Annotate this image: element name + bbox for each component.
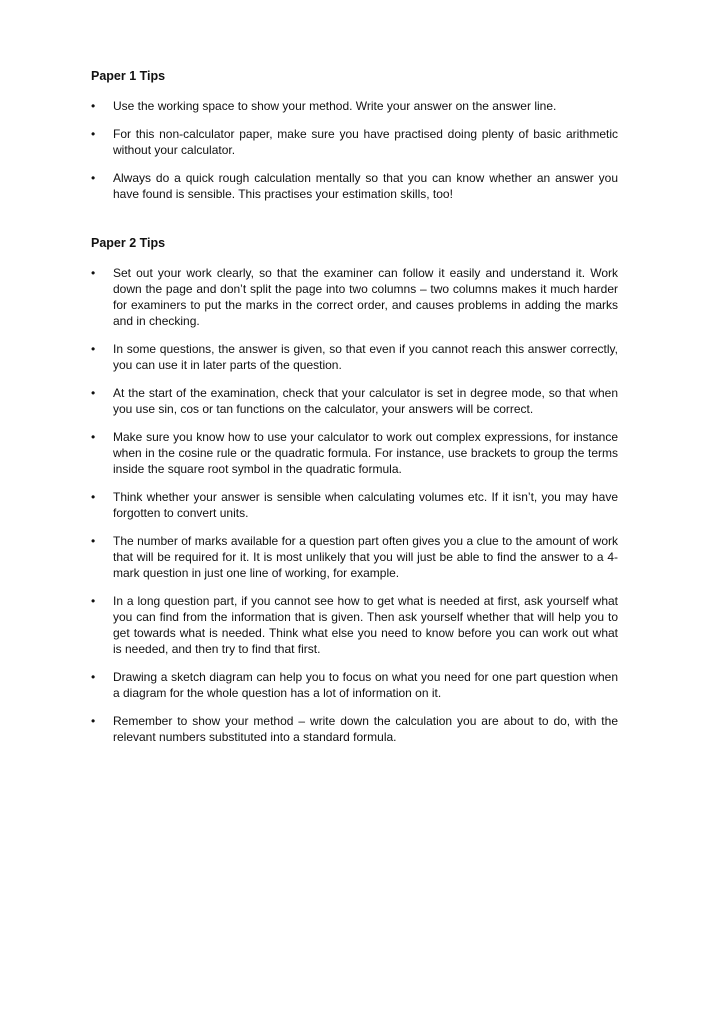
tip-text: Use the working space to show your method. Write your answer on the answer line. [113, 99, 557, 113]
section-heading: Paper 1 Tips [91, 69, 166, 83]
list-item [91, 713, 618, 745]
bullet-icon: • [91, 171, 96, 185]
section-heading: Paper 2 Tips [91, 236, 166, 250]
bullet-icon: • [91, 430, 96, 444]
bullet-icon: • [91, 386, 96, 400]
tip-text: Drawing a sketch diagram can help you to focus on what you need for one part question when a diagram for the whole question has a lot of information on it. [113, 670, 618, 700]
list-item [91, 170, 618, 202]
list-item [91, 533, 618, 581]
list-item [91, 385, 618, 417]
tip-text: In a long question part, if you cannot see how to get what is needed at first, ask yourself what you can find from the information that is given. Then ask yourself whether that will help you to get towards what is needed. Think what else you need to know before you can work out what is needed, and then try to find that first. [113, 594, 618, 656]
tips-list [91, 98, 618, 202]
list-item [91, 126, 618, 158]
bullet-icon: • [91, 342, 96, 356]
tip-text: For this non-calculator paper, make sure you have practised doing plenty of basic arithmetic without your calculator. [113, 127, 618, 157]
bullet-icon: • [91, 714, 96, 728]
tip-text: At the start of the examination, check that your calculator is set in degree mode, so that when you use sin, cos or tan functions on the calculator, your answers will be correct. [113, 386, 618, 416]
bullet-icon: • [91, 127, 96, 141]
list-item [91, 429, 618, 477]
tips-list [91, 265, 618, 745]
bullet-icon: • [91, 670, 96, 684]
tip-text: In some questions, the answer is given, so that even if you cannot reach this answer correctly, you can use it in later parts of the question. [113, 342, 618, 372]
list-item [91, 98, 618, 114]
paper-1-tips-section [91, 68, 618, 202]
tip-text: Set out your work clearly, so that the examiner can follow it easily and understand it. Work down the page and don’t split the page into two columns – two columns makes it much harder for examiners to put the marks in the correct order, and causes problems in adding the marks and in checking. [113, 266, 618, 328]
list-item [91, 489, 618, 521]
tip-text: Remember to show your method – write down the calculation you are about to do, with the relevant numbers substituted into a standard formula. [113, 714, 618, 744]
tip-text: Always do a quick rough calculation mentally so that you can know whether an answer you have found is sensible. This practises your estimation skills, too! [113, 171, 618, 201]
tip-text: Think whether your answer is sensible when calculating volumes etc. If it isn’t, you may have forgotten to convert units. [113, 490, 618, 520]
paper-2-tips-section [91, 235, 618, 745]
list-item [91, 341, 618, 373]
tip-text: Make sure you know how to use your calculator to work out complex expressions, for instance when in the cosine rule or the quadratic formula. For instance, use brackets to group the terms inside the square root symbol in the quadratic formula. [113, 430, 618, 476]
list-item [91, 593, 618, 657]
list-item [91, 265, 618, 329]
bullet-icon: • [91, 490, 96, 504]
bullet-icon: • [91, 266, 96, 280]
bullet-icon: • [91, 594, 96, 608]
list-item [91, 669, 618, 701]
bullet-icon: • [91, 99, 96, 113]
bullet-icon: • [91, 534, 96, 548]
tip-text: The number of marks available for a question part often gives you a clue to the amount of work that will be required for it. It is most unlikely that you will just be able to find the answer to a 4-mark question in just one line of working, for example. [113, 534, 618, 580]
